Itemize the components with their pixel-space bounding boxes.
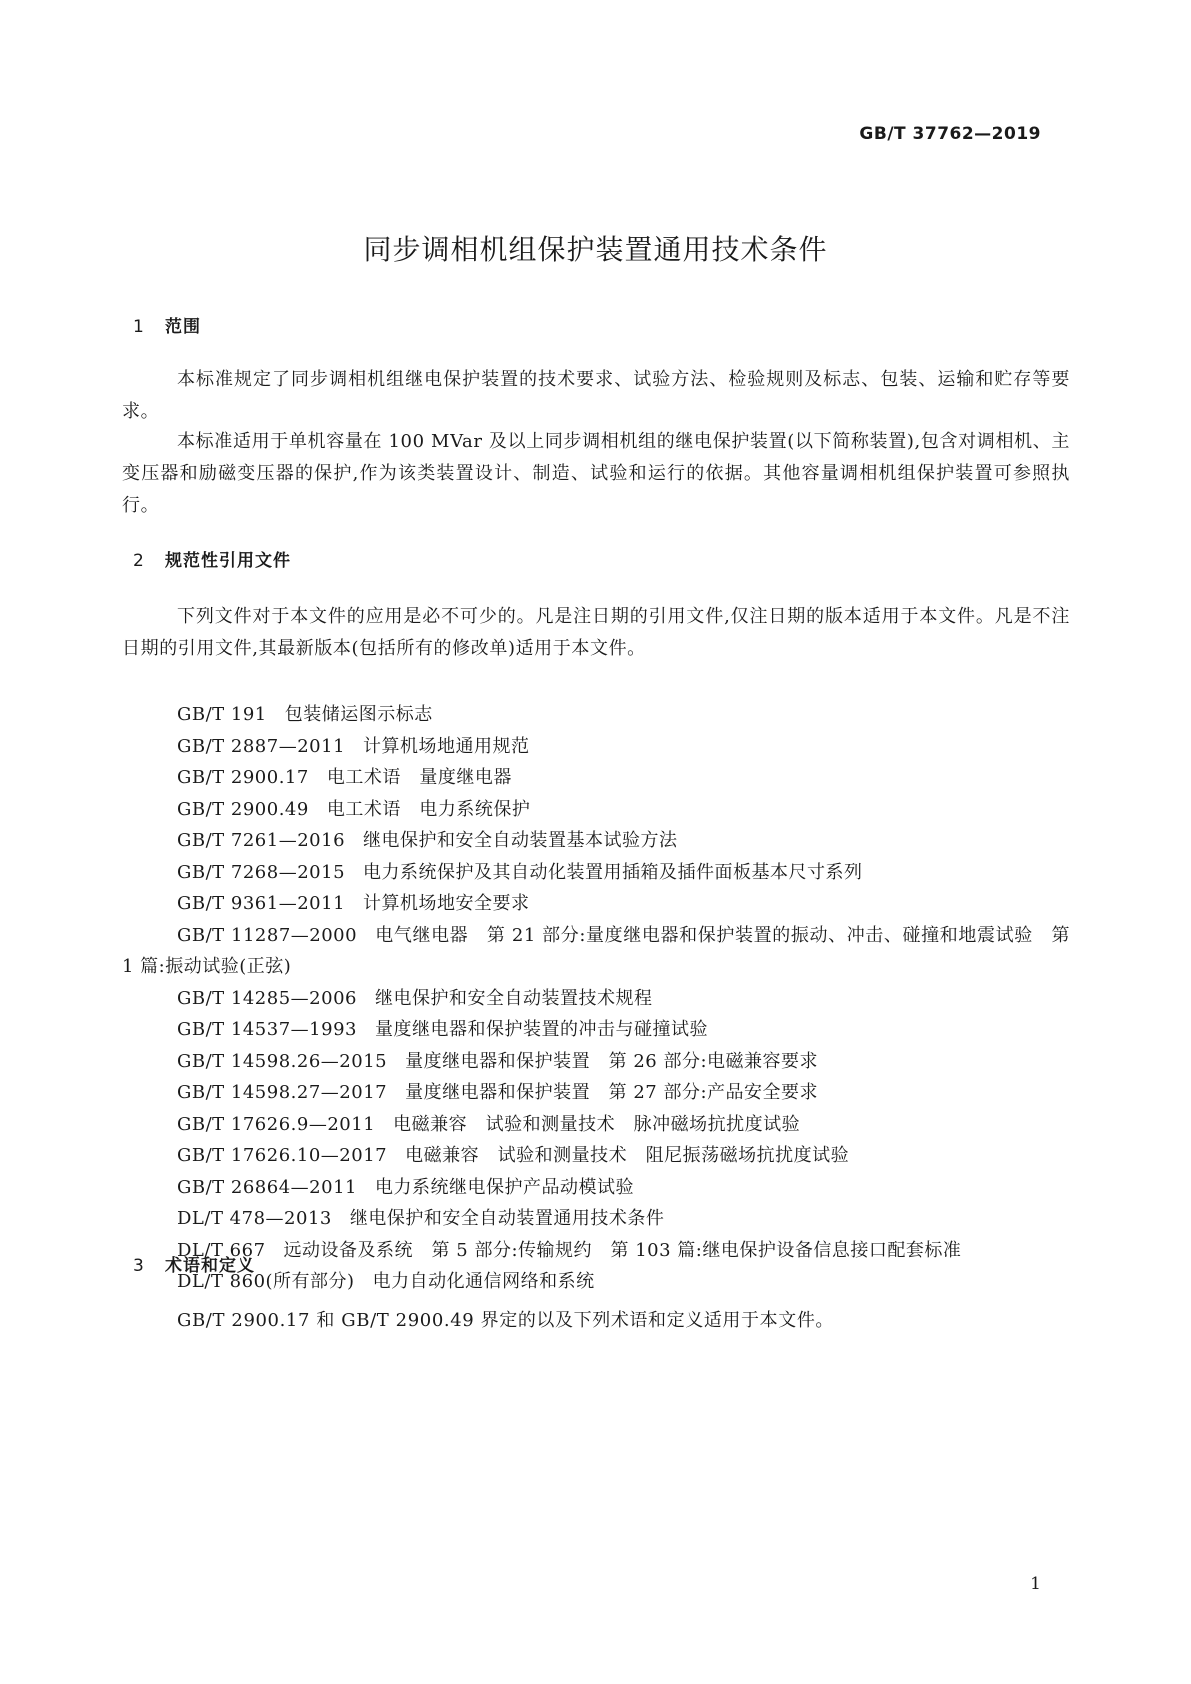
section-2-paragraph-1: 下列文件对于本文件的应用是必不可少的。凡是注日期的引用文件,仅注日期的版本适用于本文件。凡是不注日期的引用文件,其最新版本(包括所有的修改单)适用于本文件。 [122, 606, 1070, 659]
reference-title: 电力系统保护及其自动化装置用插箱及插件面板基本尺寸系列 [363, 861, 863, 883]
reference-code: DL/T 860(所有部分) [177, 1271, 355, 1292]
reference-code: GB/T 7261—2016 [177, 830, 346, 851]
document-title: 同步调相机组保护装置通用技术条件 [363, 233, 828, 266]
reference-code: GB/T 14537—1993 [177, 1019, 357, 1040]
reference-item [122, 1109, 1070, 1141]
reference-title: 量度继电器和保护装置 第 26 部分:电磁兼容要求 [405, 1050, 819, 1072]
section-1-paragraph-1: 本标准规定了同步调相机组继电保护装置的技术要求、试验方法、检验规则及标志、包装、运输和贮存等要求。 [122, 369, 1070, 422]
reference-item [122, 888, 1070, 920]
reference-item [122, 1235, 1070, 1267]
reference-title: 计算机场地安全要求 [363, 893, 530, 914]
section-1-heading [133, 312, 201, 337]
reference-item [122, 1203, 1070, 1235]
reference-code: GB/T 17626.9—2011 [177, 1113, 376, 1135]
reference-title: 电力系统继电保护产品动模试验 [374, 1176, 634, 1198]
section-number: 2 [133, 551, 145, 571]
reference-code: GB/T 2900.49 [177, 798, 309, 820]
reference-title: 计算机场地通用规范 [363, 735, 530, 757]
reference-item [122, 1014, 1070, 1046]
page-number: 1 [1030, 1574, 1041, 1594]
reference-item [122, 731, 1070, 763]
reference-item [122, 1266, 1070, 1298]
reference-code: DL/T 667 [177, 1239, 266, 1261]
reference-code: GB/T 14285—2006 [177, 987, 357, 1009]
section-title: 范围 [165, 317, 201, 337]
reference-item [122, 1046, 1070, 1078]
reference-title: 电气继电器 第 21 部分:量度继电器和保护装置的振动、冲击、碰撞和地震试验 第 1 篇:振动试验(正弦) [122, 924, 1070, 977]
section-number: 1 [133, 317, 145, 337]
section-2-heading [133, 546, 291, 571]
reference-title: 远动设备及系统 第 5 部分:传输规约 第 103 篇:继电保护设备信息接口配套标准 [283, 1239, 962, 1261]
section-3-paragraph-1: GB/T 2900.17 和 GB/T 2900.49 界定的以及下列术语和定义适用于本文件。 [177, 1310, 835, 1331]
reference-item [122, 699, 1070, 731]
reference-item [122, 762, 1070, 794]
reference-title: 包装储运图示标志 [284, 704, 433, 725]
reference-code: DL/T 478—2013 [177, 1208, 332, 1229]
reference-item [122, 825, 1070, 857]
reference-item [122, 1172, 1070, 1204]
reference-code: GB/T 2900.17 [177, 767, 309, 788]
section-title: 术语和定义 [165, 1256, 255, 1276]
standard-number: GB/T 37762—2019 [859, 124, 1041, 144]
reference-code: GB/T 17626.10—2017 [177, 1145, 388, 1166]
reference-item [122, 983, 1070, 1015]
reference-code: GB/T 11287—2000 [177, 924, 358, 946]
reference-title: 电力自动化通信网络和系统 [372, 1271, 595, 1292]
section-title: 规范性引用文件 [165, 551, 291, 571]
reference-code: GB/T 2887—2011 [177, 735, 346, 757]
reference-title: 量度继电器和保护装置 第 27 部分:产品安全要求 [405, 1082, 819, 1103]
reference-code: GB/T 9361—2011 [177, 893, 346, 914]
reference-item [122, 920, 1070, 983]
reference-title: 电磁兼容 试验和测量技术 脉冲磁场抗扰度试验 [393, 1113, 801, 1135]
section-3-heading [133, 1251, 255, 1276]
reference-code: GB/T 14598.27—2017 [177, 1082, 388, 1103]
reference-title: 继电保护和安全自动装置通用技术条件 [349, 1208, 665, 1229]
reference-item [122, 1140, 1070, 1172]
reference-code: GB/T 14598.26—2015 [177, 1050, 388, 1072]
reference-item [122, 1077, 1070, 1109]
reference-code: GB/T 26864—2011 [177, 1176, 357, 1198]
reference-title: 继电保护和安全自动装置基本试验方法 [363, 830, 678, 851]
reference-code: GB/T 191 [177, 704, 267, 725]
normative-references-list [122, 699, 1070, 1298]
reference-title: 继电保护和安全自动装置技术规程 [374, 987, 653, 1009]
reference-item [122, 794, 1070, 826]
reference-title: 电工术语 电力系统保护 [326, 798, 531, 820]
reference-code: GB/T 7268—2015 [177, 861, 346, 883]
reference-item [122, 857, 1070, 889]
reference-title: 电工术语 量度继电器 [326, 767, 512, 788]
section-1-paragraph-2: 本标准适用于单机容量在 100 MVar 及以上同步调相机组的继电保护装置(以下简称装置),包含对调相机、主变压器和励磁变压器的保护,作为该类装置设计、制造、试验和运行的依据。其他容量调相机组保护装置可参照执行。 [122, 431, 1070, 516]
reference-title: 量度继电器和保护装置的冲击与碰撞试验 [374, 1019, 708, 1040]
section-number: 3 [133, 1256, 145, 1276]
reference-title: 电磁兼容 试验和测量技术 阻尼振荡磁场抗扰度试验 [405, 1145, 850, 1166]
